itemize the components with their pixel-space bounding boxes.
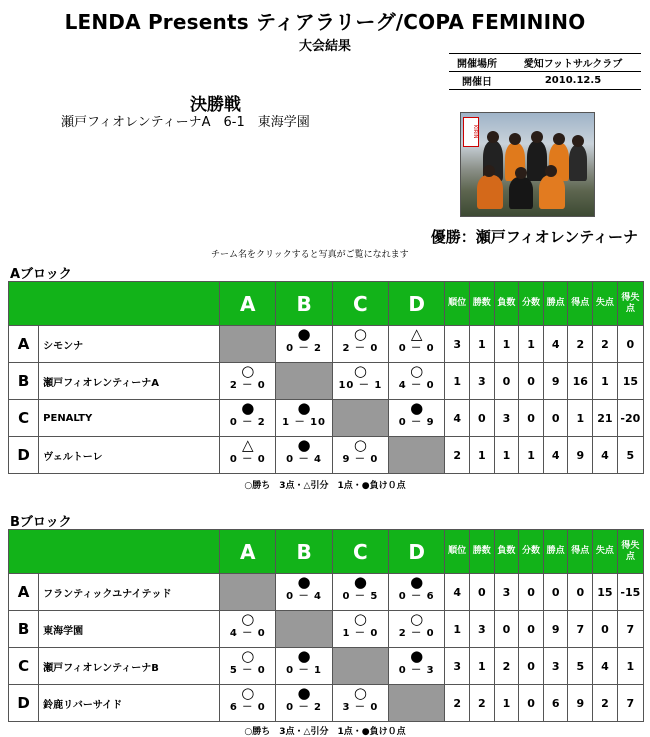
stat-value: 0	[469, 400, 494, 437]
match-result	[332, 611, 388, 648]
row-letter: B	[9, 611, 39, 648]
opponent-header-c: C	[332, 282, 388, 326]
match-result	[332, 685, 388, 722]
match-result	[276, 685, 332, 722]
result-symbol: ○	[241, 362, 255, 380]
result-score: 0 － 2	[286, 702, 323, 713]
stat-value: 0	[543, 574, 568, 611]
stat-value: 2	[568, 326, 593, 363]
stat-value: 1	[445, 363, 470, 400]
result-symbol: ●	[410, 573, 424, 591]
result-score: 1 － 0	[342, 628, 379, 639]
match-result	[276, 326, 332, 363]
stat-value: 16	[568, 363, 593, 400]
stat-value: 5	[568, 648, 593, 685]
match-result	[389, 326, 445, 363]
stat-value: -15	[617, 574, 643, 611]
stat-header: 得失点	[617, 282, 643, 326]
page-subtitle: 大会結果	[298, 39, 351, 54]
info-key: 開催場所	[449, 54, 505, 72]
self-match-cell	[276, 611, 332, 648]
stat-value: 2	[593, 685, 618, 722]
table-row	[9, 648, 644, 685]
row-letter: A	[9, 326, 39, 363]
result-score: 4 － 0	[398, 380, 435, 391]
stat-value: 3	[469, 611, 494, 648]
kirin-sign: KIRIN	[463, 117, 479, 147]
stat-value: 0	[519, 574, 544, 611]
legend-b: ○勝ち 3点・△引分 1点・●負け０点	[244, 727, 406, 737]
stat-value: 1	[494, 685, 519, 722]
self-match-cell	[332, 400, 388, 437]
stat-value: 1	[519, 437, 544, 474]
player-head	[483, 165, 495, 177]
stat-value: -20	[617, 400, 643, 437]
stat-value: 0	[519, 400, 544, 437]
stat-value: 0	[568, 574, 593, 611]
match-result	[332, 326, 388, 363]
player-figure	[539, 175, 565, 209]
table-row	[9, 611, 644, 648]
stat-header: 得失点	[617, 530, 643, 574]
stat-value: 3	[445, 326, 470, 363]
stat-value: 0	[469, 574, 494, 611]
event-info-table	[449, 53, 641, 90]
row-letter: C	[9, 648, 39, 685]
player-head	[531, 131, 543, 143]
opponent-header-a: A	[220, 282, 276, 326]
match-result	[220, 685, 276, 722]
header-blank	[9, 530, 220, 574]
stat-value: 3	[494, 400, 519, 437]
result-symbol: ○	[353, 610, 367, 628]
stat-value: 4	[593, 437, 618, 474]
block-b-label: Bブロック	[10, 515, 72, 530]
stat-header: 分数	[519, 530, 544, 574]
stat-header: 失点	[593, 282, 618, 326]
match-result	[389, 400, 445, 437]
team-name-link[interactable]: シモンナ	[39, 326, 220, 363]
result-symbol: ●	[353, 573, 367, 591]
row-letter: A	[9, 574, 39, 611]
result-symbol: △	[242, 436, 254, 454]
stat-value: 1	[469, 648, 494, 685]
player-head	[572, 135, 584, 147]
player-figure	[527, 141, 547, 181]
player-head	[553, 133, 565, 145]
result-score: 0 － 0	[229, 454, 266, 465]
final-heading: 決勝戦	[190, 95, 241, 115]
result-symbol: ●	[297, 436, 311, 454]
player-figure	[477, 175, 503, 209]
result-score: 10 － 1	[338, 380, 383, 391]
team-name-link[interactable]: フランティックユナイテッド	[39, 574, 220, 611]
header-blank	[9, 282, 220, 326]
stat-value: 1	[494, 437, 519, 474]
player-head	[487, 131, 499, 143]
row-letter: C	[9, 400, 39, 437]
team-name-link[interactable]: ヴェルトーレ	[39, 437, 220, 474]
stat-value: 1	[568, 400, 593, 437]
result-symbol: ○	[410, 610, 424, 628]
stat-value: 1	[445, 611, 470, 648]
stat-value: 0	[543, 400, 568, 437]
result-symbol: ●	[410, 399, 424, 417]
stat-header: 負数	[494, 530, 519, 574]
info-value: 2010.12.5	[505, 72, 641, 90]
result-score: 4 － 0	[229, 628, 266, 639]
result-score: 2 － 0	[342, 343, 379, 354]
result-score: 0 － 1	[286, 665, 323, 676]
result-symbol: △	[410, 325, 423, 343]
stat-value: 21	[593, 400, 618, 437]
result-score: 1 － 10	[282, 417, 326, 428]
opponent-header-a: A	[220, 530, 276, 574]
match-result	[276, 437, 332, 474]
result-score: 0 － 2	[229, 417, 266, 428]
match-result	[389, 363, 445, 400]
table-row	[9, 400, 644, 437]
result-symbol: ○	[410, 362, 424, 380]
stat-header: 得点	[568, 530, 593, 574]
stat-value: 6	[543, 685, 568, 722]
player-figure	[509, 177, 533, 209]
result-symbol: ●	[297, 399, 311, 417]
stat-header: 失点	[593, 530, 618, 574]
stat-value: 1	[494, 326, 519, 363]
result-score: 3 － 0	[342, 702, 379, 713]
stat-value: 4	[543, 437, 568, 474]
header-row	[9, 282, 644, 326]
stat-value: 3	[543, 648, 568, 685]
stat-value: 0	[494, 363, 519, 400]
stat-value: 0	[519, 611, 544, 648]
row-letter: B	[9, 363, 39, 400]
stat-value: 5	[617, 437, 643, 474]
stat-header: 負数	[494, 282, 519, 326]
result-symbol: ○	[353, 362, 367, 380]
result-score: 2 － 0	[229, 380, 266, 391]
result-symbol: ●	[410, 647, 424, 665]
header-row	[9, 530, 644, 574]
stat-value: 7	[617, 611, 643, 648]
final-result: 瀬戸フィオレンティーナA 6-1 東海学園	[61, 115, 310, 130]
info-row-date	[449, 72, 641, 90]
result-symbol: ○	[353, 436, 367, 454]
stat-value: 2	[494, 648, 519, 685]
self-match-cell	[220, 574, 276, 611]
result-score: 0 － 5	[342, 591, 379, 602]
result-symbol: ●	[297, 325, 311, 343]
stat-value: 1	[469, 437, 494, 474]
stat-value: 0	[519, 648, 544, 685]
self-match-cell	[220, 326, 276, 363]
stat-header: 勝点	[543, 530, 568, 574]
result-score: 0 － 2	[286, 343, 323, 354]
result-score: 0 － 0	[398, 343, 435, 354]
match-result	[276, 400, 332, 437]
team-name-link[interactable]: 瀬戸フィオレンティーナB	[39, 648, 220, 685]
player-head	[515, 167, 527, 179]
match-result	[220, 437, 276, 474]
stat-value: 1	[519, 326, 544, 363]
stat-header: 勝数	[469, 282, 494, 326]
stat-value: 9	[568, 685, 593, 722]
result-symbol: ○	[241, 647, 255, 665]
result-symbol: ●	[297, 647, 311, 665]
stat-value: 2	[445, 685, 470, 722]
match-result	[389, 574, 445, 611]
stat-value: 1	[593, 363, 618, 400]
team-name-link[interactable]: 東海学園	[39, 611, 220, 648]
stat-header: 順位	[445, 282, 470, 326]
stat-value: 4	[593, 648, 618, 685]
winner-label: 優勝：瀬戸フィオレンティーナ	[430, 228, 638, 246]
result-symbol: ●	[297, 684, 311, 702]
stat-value: 2	[469, 685, 494, 722]
match-result	[220, 400, 276, 437]
stat-value: 15	[617, 363, 643, 400]
stat-value: 9	[568, 437, 593, 474]
result-score: 0 － 6	[398, 591, 435, 602]
result-score: 6 － 0	[229, 702, 266, 713]
match-result	[276, 574, 332, 611]
result-score: 0 － 9	[398, 417, 435, 428]
stat-value: 0	[593, 611, 618, 648]
stat-header: 勝点	[543, 282, 568, 326]
stat-value: 15	[593, 574, 618, 611]
result-symbol: ●	[297, 573, 311, 591]
opponent-header-c: C	[332, 530, 388, 574]
stat-value: 2	[445, 437, 470, 474]
table-row	[9, 685, 644, 722]
stat-value: 9	[543, 611, 568, 648]
stat-header: 得点	[568, 282, 593, 326]
table-row	[9, 437, 644, 474]
row-letter: D	[9, 685, 39, 722]
stat-value: 3	[494, 574, 519, 611]
result-score: 0 － 4	[286, 591, 323, 602]
match-result	[389, 611, 445, 648]
table-row	[9, 363, 644, 400]
legend-a: ○勝ち 3点・△引分 1点・●負け０点	[244, 481, 406, 491]
stat-value: 2	[593, 326, 618, 363]
self-match-cell	[332, 648, 388, 685]
info-row-venue	[449, 54, 641, 72]
table-row	[9, 574, 644, 611]
info-value: 愛知フットサルクラブ	[505, 54, 641, 72]
stat-value: 3	[469, 363, 494, 400]
match-result	[220, 648, 276, 685]
player-head	[545, 165, 557, 177]
stat-value: 0	[494, 611, 519, 648]
photo-note: チーム名をクリックすると写真がご覧になれます	[211, 250, 409, 260]
result-symbol: ●	[241, 399, 255, 417]
result-score: 9 － 0	[342, 454, 379, 465]
self-match-cell	[389, 685, 445, 722]
match-result	[220, 363, 276, 400]
match-result	[389, 648, 445, 685]
stat-value: 7	[617, 685, 643, 722]
page-title: LENDA Presents ティアラリーグ/COPA FEMININO	[64, 10, 586, 34]
stat-value: 4	[445, 400, 470, 437]
stat-value: 4	[543, 326, 568, 363]
block-a-label: Aブロック	[10, 267, 72, 282]
player-figure	[569, 145, 587, 181]
table-row	[9, 326, 644, 363]
match-result	[332, 437, 388, 474]
stat-header: 勝数	[469, 530, 494, 574]
block-a-table	[8, 281, 644, 474]
self-match-cell	[389, 437, 445, 474]
match-result	[332, 363, 388, 400]
opponent-header-b: B	[276, 282, 332, 326]
player-head	[509, 133, 521, 145]
match-result	[220, 611, 276, 648]
row-letter: D	[9, 437, 39, 474]
result-score: 0 － 4	[286, 454, 323, 465]
stat-header: 分数	[519, 282, 544, 326]
result-symbol: ○	[353, 684, 367, 702]
stat-value: 4	[445, 574, 470, 611]
opponent-header-d: D	[389, 282, 445, 326]
winner-team-photo[interactable]	[460, 112, 595, 217]
result-score: 5 － 0	[229, 665, 266, 676]
stat-value: 0	[617, 326, 643, 363]
stat-value: 1	[469, 326, 494, 363]
stat-value: 1	[617, 648, 643, 685]
result-symbol: ○	[353, 325, 367, 343]
stat-value: 7	[568, 611, 593, 648]
info-key: 開催日	[449, 72, 505, 90]
block-b-table	[8, 529, 644, 722]
stat-value: 3	[445, 648, 470, 685]
match-result	[276, 648, 332, 685]
stat-value: 0	[519, 363, 544, 400]
opponent-header-d: D	[389, 530, 445, 574]
team-name-link[interactable]: PENALTY	[39, 400, 220, 437]
result-symbol: ○	[241, 684, 255, 702]
match-result	[332, 574, 388, 611]
team-name-link[interactable]: 鈴鹿リバーサイド	[39, 685, 220, 722]
self-match-cell	[276, 363, 332, 400]
stat-value: 0	[519, 685, 544, 722]
team-name-link[interactable]: 瀬戸フィオレンティーナA	[39, 363, 220, 400]
stat-header: 順位	[445, 530, 470, 574]
result-symbol: ○	[241, 610, 255, 628]
stat-value: 9	[543, 363, 568, 400]
opponent-header-b: B	[276, 530, 332, 574]
result-score: 2 － 0	[398, 628, 435, 639]
result-score: 0 － 3	[398, 665, 435, 676]
